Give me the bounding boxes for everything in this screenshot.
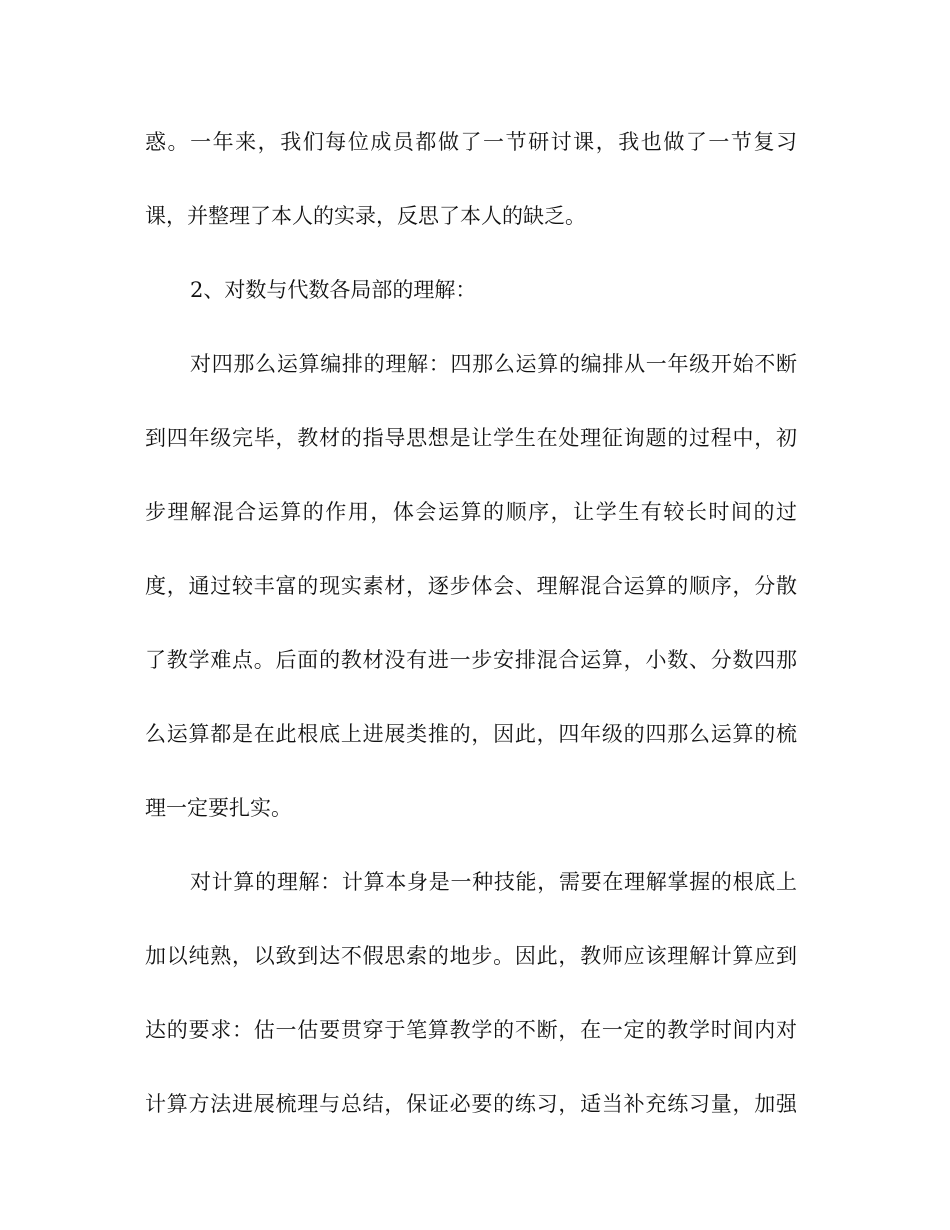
text-line: 了教学难点。后面的教材没有进一步安排混合运算，小数、分数四那	[145, 648, 797, 672]
text-line: 对计算的理解：计算本身是一种技能，需要在理解掌握的根底上	[190, 870, 797, 894]
text-line: 加以纯熟，以致到达不假思索的地步。因此，教师应该理解计算应到	[145, 944, 797, 968]
text-line: 计算方法进展梳理与总结，保证必要的练习，适当补充练习量，加强	[145, 1092, 797, 1116]
section-heading: 2、对数与代数各局部的理解：	[190, 278, 477, 302]
text-line: 么运算都是在此根底上进展类推的，因此，四年级的四那么运算的梳	[145, 722, 797, 746]
text-line: 惑。一年来，我们每位成员都做了一节研讨课，我也做了一节复习	[145, 130, 797, 154]
text-line: 对四那么运算编排的理解：四那么运算的编排从一年级开始不断	[190, 352, 797, 376]
text-line: 课，并整理了本人的实录，反思了本人的缺乏。	[145, 204, 586, 228]
text-line: 达的要求：估一估要贯穿于笔算教学的不断，在一定的教学时间内对	[145, 1018, 797, 1042]
text-line: 步理解混合运算的作用，体会运算的顺序，让学生有较长时间的过	[145, 500, 797, 524]
text-line: 理一定要扎实。	[145, 796, 292, 820]
text-line: 度，通过较丰富的现实素材，逐步体会、理解混合运算的顺序，分散	[145, 574, 797, 598]
text-line: 到四年级完毕，教材的指导思想是让学生在处理征询题的过程中，初	[145, 426, 797, 450]
